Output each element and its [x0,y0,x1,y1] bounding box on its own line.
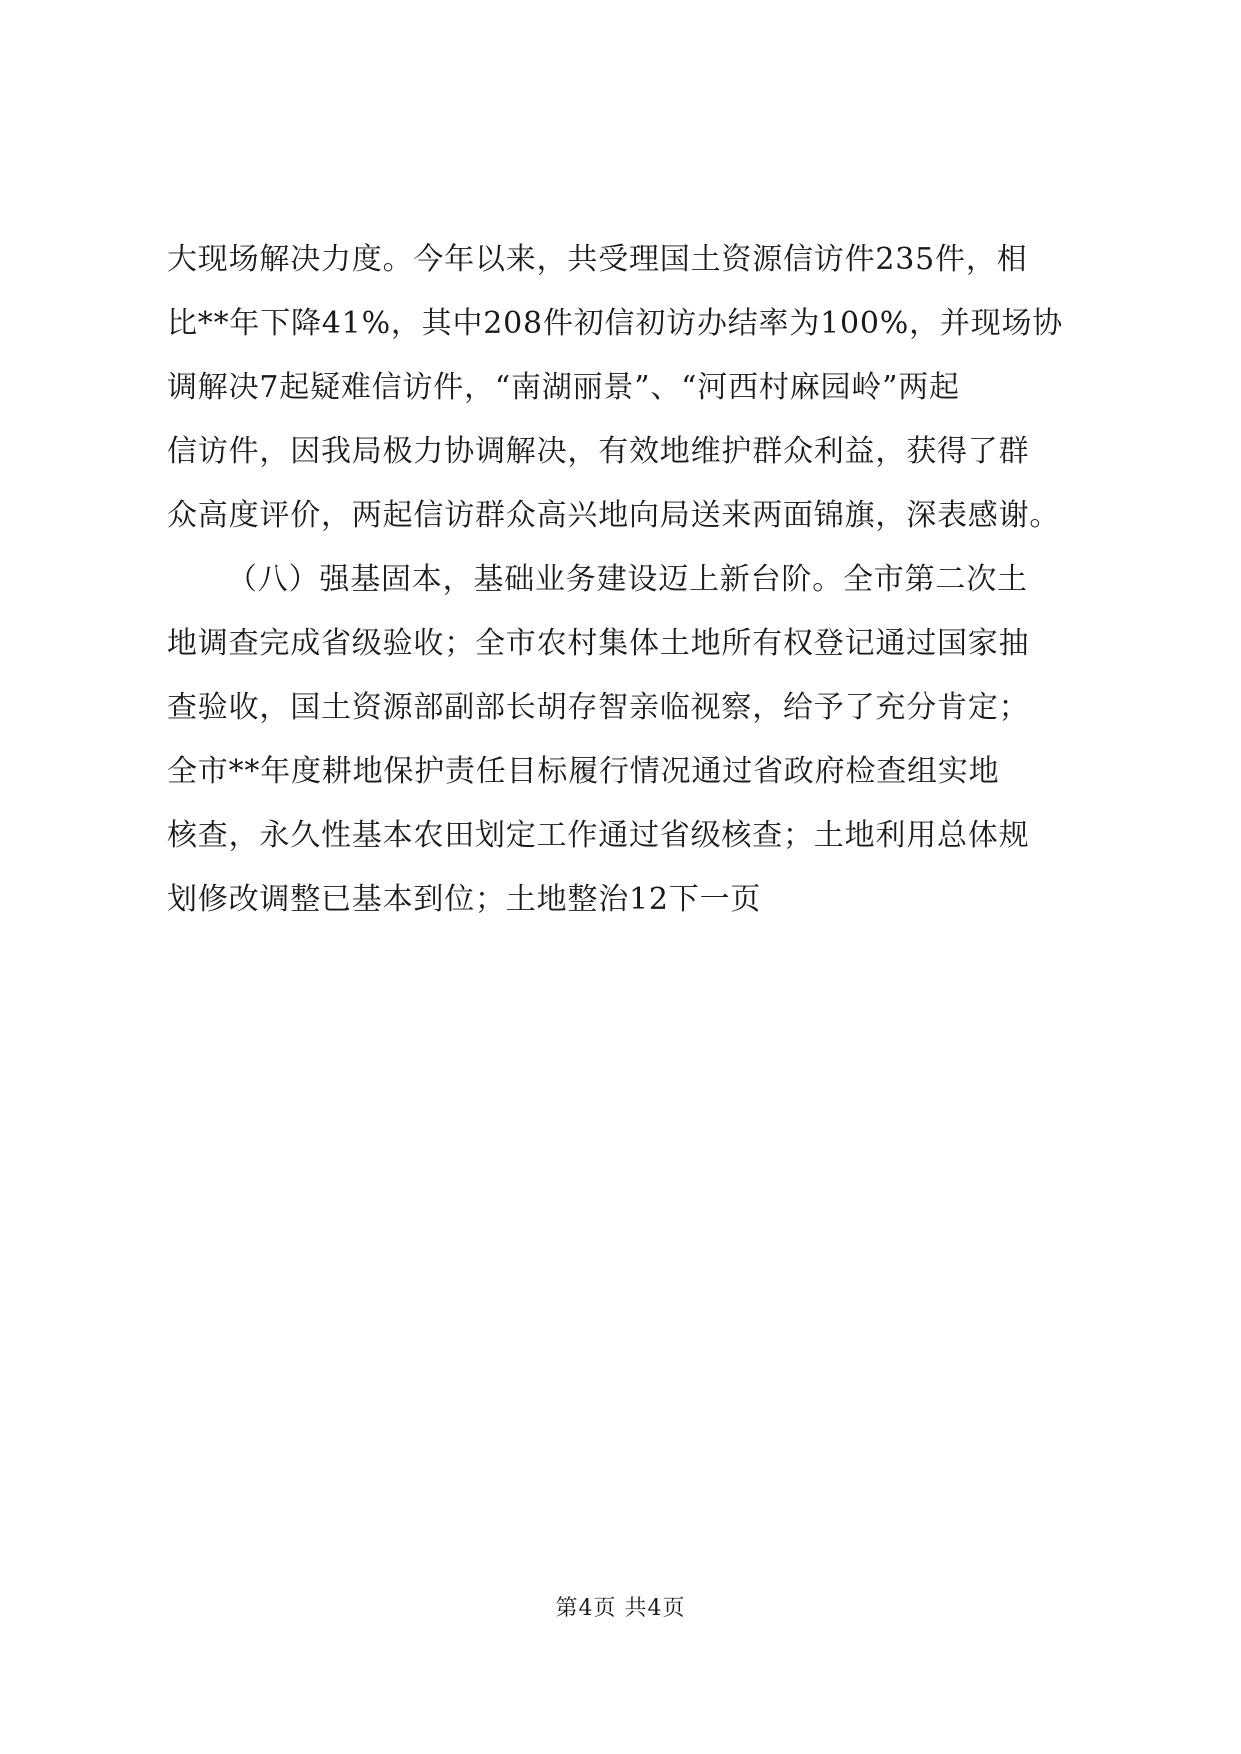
page-number-footer: 第4页 共4页 [555,1596,686,1621]
text-line: 核查，永久性基本农田划定工作通过省级核查；土地利用总体规 [167,818,1030,853]
text-line: 划修改调整已基本到位；土地整治12下一页 [167,882,762,917]
text-line: 查验收，国土资源部副部长胡存智亲临视察，给予了充分肯定； [167,690,1030,725]
text-line: 调解决7起疑难信访件，“南湖丽景”、“河西村麻园岭”两起 [167,370,960,405]
body-text [167,228,1077,932]
text-line: 大现场解决力度。今年以来，共受理国土资源信访件235件，相 [167,242,1028,277]
text-line: 地调查完成省级验收；全市农村集体土地所有权登记通过国家抽 [167,626,1030,661]
paragraph-start-line: （八）强基固本，基础业务建设迈上新台阶。全市第二次土 [227,562,1028,597]
text-line: 比**年下降41%，其中208件初信初访办结率为100%，并现场协 [167,306,1064,341]
text-line: 众高度评价，两起信访群众高兴地向局送来两面锦旗，深表感谢。 [167,498,1061,533]
text-line: 信访件，因我局极力协调解决，有效地维护群众利益，获得了群 [167,434,1030,469]
text-line: 全市**年度耕地保护责任目标履行情况通过省政府检查组实地 [167,754,1000,789]
